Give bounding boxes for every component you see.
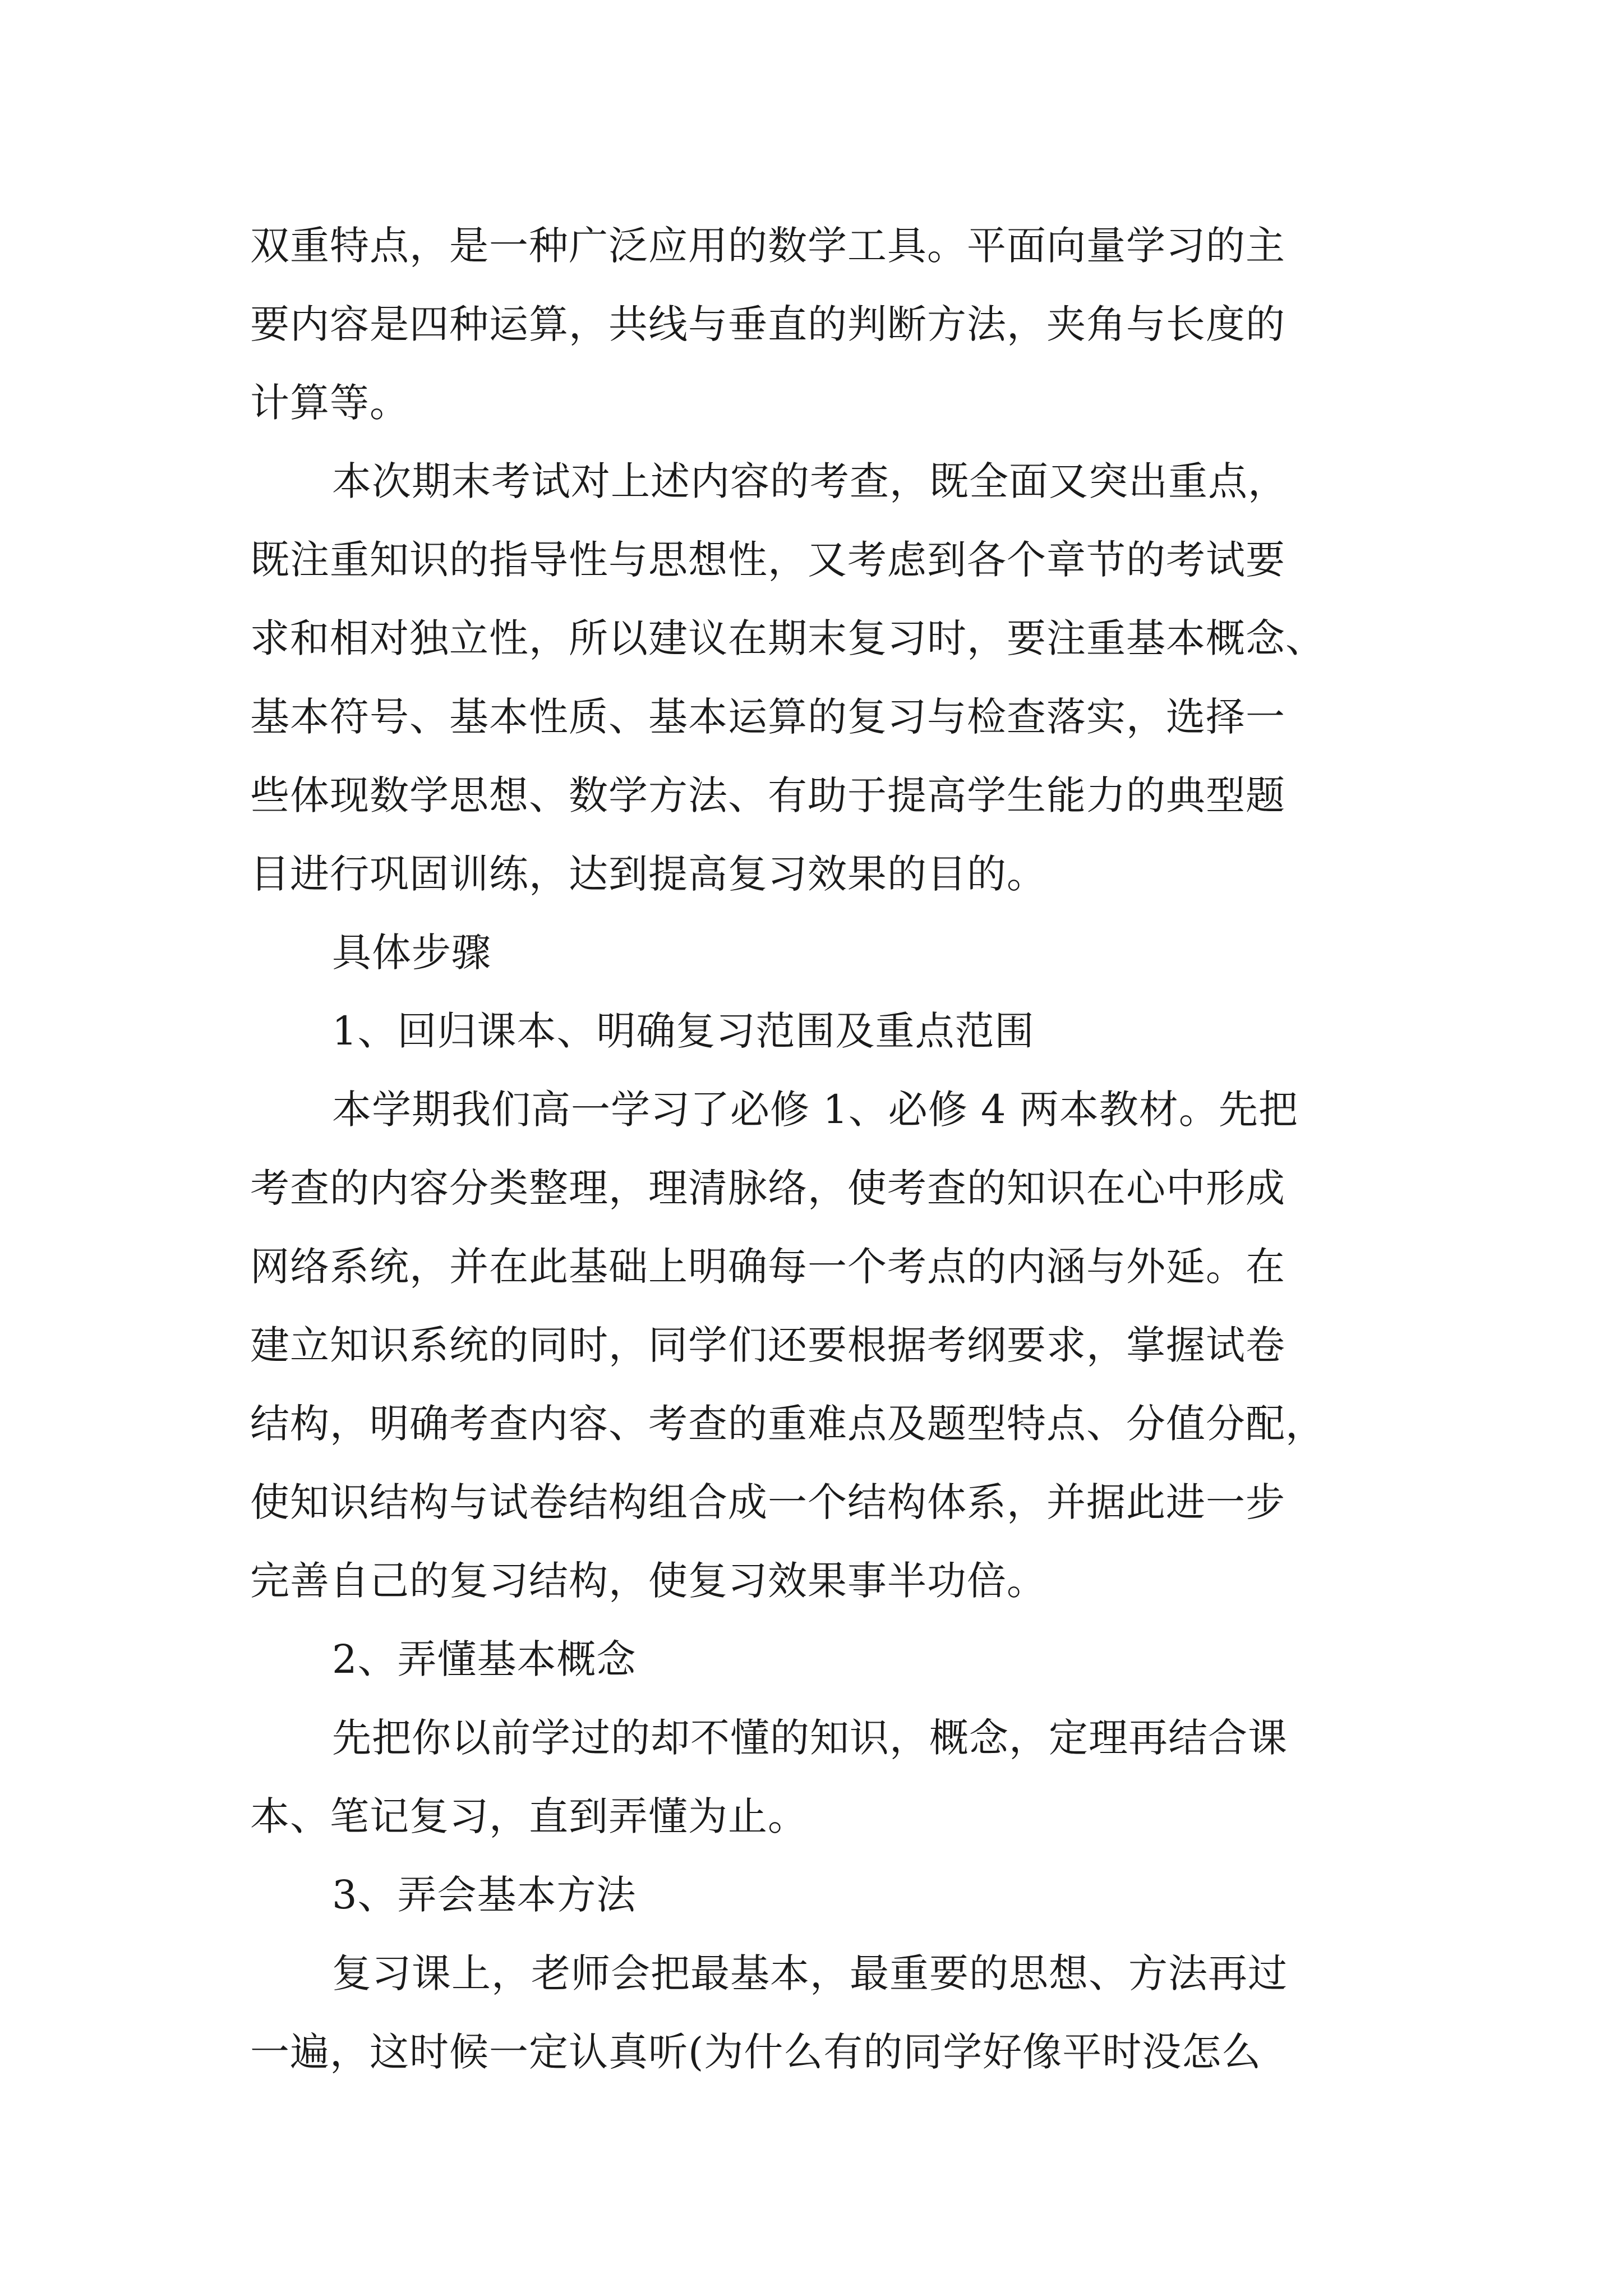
text-line: 一遍，这时候一定认真听(为什么有的同学好像平时没怎么 (250, 2029, 1262, 2075)
text-line: 要内容是四种运算，共线与垂直的判断方法，夹角与长度的 (250, 301, 1285, 347)
text-line: 完善自己的复习结构，使复习效果事半功倍。 (250, 1558, 1046, 1604)
text-line: 基本符号、基本性质、基本运算的复习与检查落实，选择一 (250, 694, 1285, 740)
text-line: 建立知识系统的同时，同学们还要根据考纲要求，掌握试卷 (250, 1322, 1285, 1368)
text-line: 目进行巩固训练，达到提高复习效果的目的。 (250, 851, 1046, 897)
text-line: 本、笔记复习，直到弄懂为止。 (250, 1793, 808, 1839)
text-line: 网络系统，并在此基础上明确每一个考点的内涵与外延。在 (250, 1244, 1285, 1290)
paragraph-start-line: 先把你以前学过的却不懂的知识，概念，定理再结合课 (332, 1715, 1288, 1761)
paragraph-start-line: 本次期末考试对上述内容的考查，既全面又突出重点， (332, 458, 1288, 504)
text-line: 结构，明确考查内容、考查的重难点及题型特点、分值分配， (250, 1401, 1325, 1447)
text-line: 使知识结构与试卷结构组合成一个结构体系，并据此进一步 (250, 1479, 1285, 1525)
text-line: 双重特点，是一种广泛应用的数学工具。平面向量学习的主 (250, 223, 1285, 269)
text-line: 计算等。 (250, 380, 409, 426)
text-line: 考查的内容分类整理，理清脉络，使考查的知识在心中形成 (250, 1165, 1285, 1211)
step-heading: 3、弄会基本方法 (332, 1872, 637, 1918)
step-heading: 1、回归课本、明确复习范围及重点范围 (332, 1008, 1035, 1054)
step-heading: 2、弄懂基本概念 (332, 1636, 637, 1682)
text-line: 些体现数学思想、数学方法、有助于提高学生能力的典型题 (250, 772, 1285, 818)
paragraph-start-line: 本学期我们高一学习了必修 1、必修 4 两本教材。先把 (332, 1087, 1298, 1133)
section-heading: 具体步骤 (332, 930, 491, 976)
text-line: 既注重知识的指导性与思想性，又考虑到各个章节的考试要 (250, 537, 1285, 583)
text-line: 求和相对独立性，所以建议在期末复习时，要注重基本概念、 (250, 615, 1325, 661)
paragraph-start-line: 复习课上，老师会把最基本，最重要的思想、方法再过 (332, 1950, 1288, 1996)
